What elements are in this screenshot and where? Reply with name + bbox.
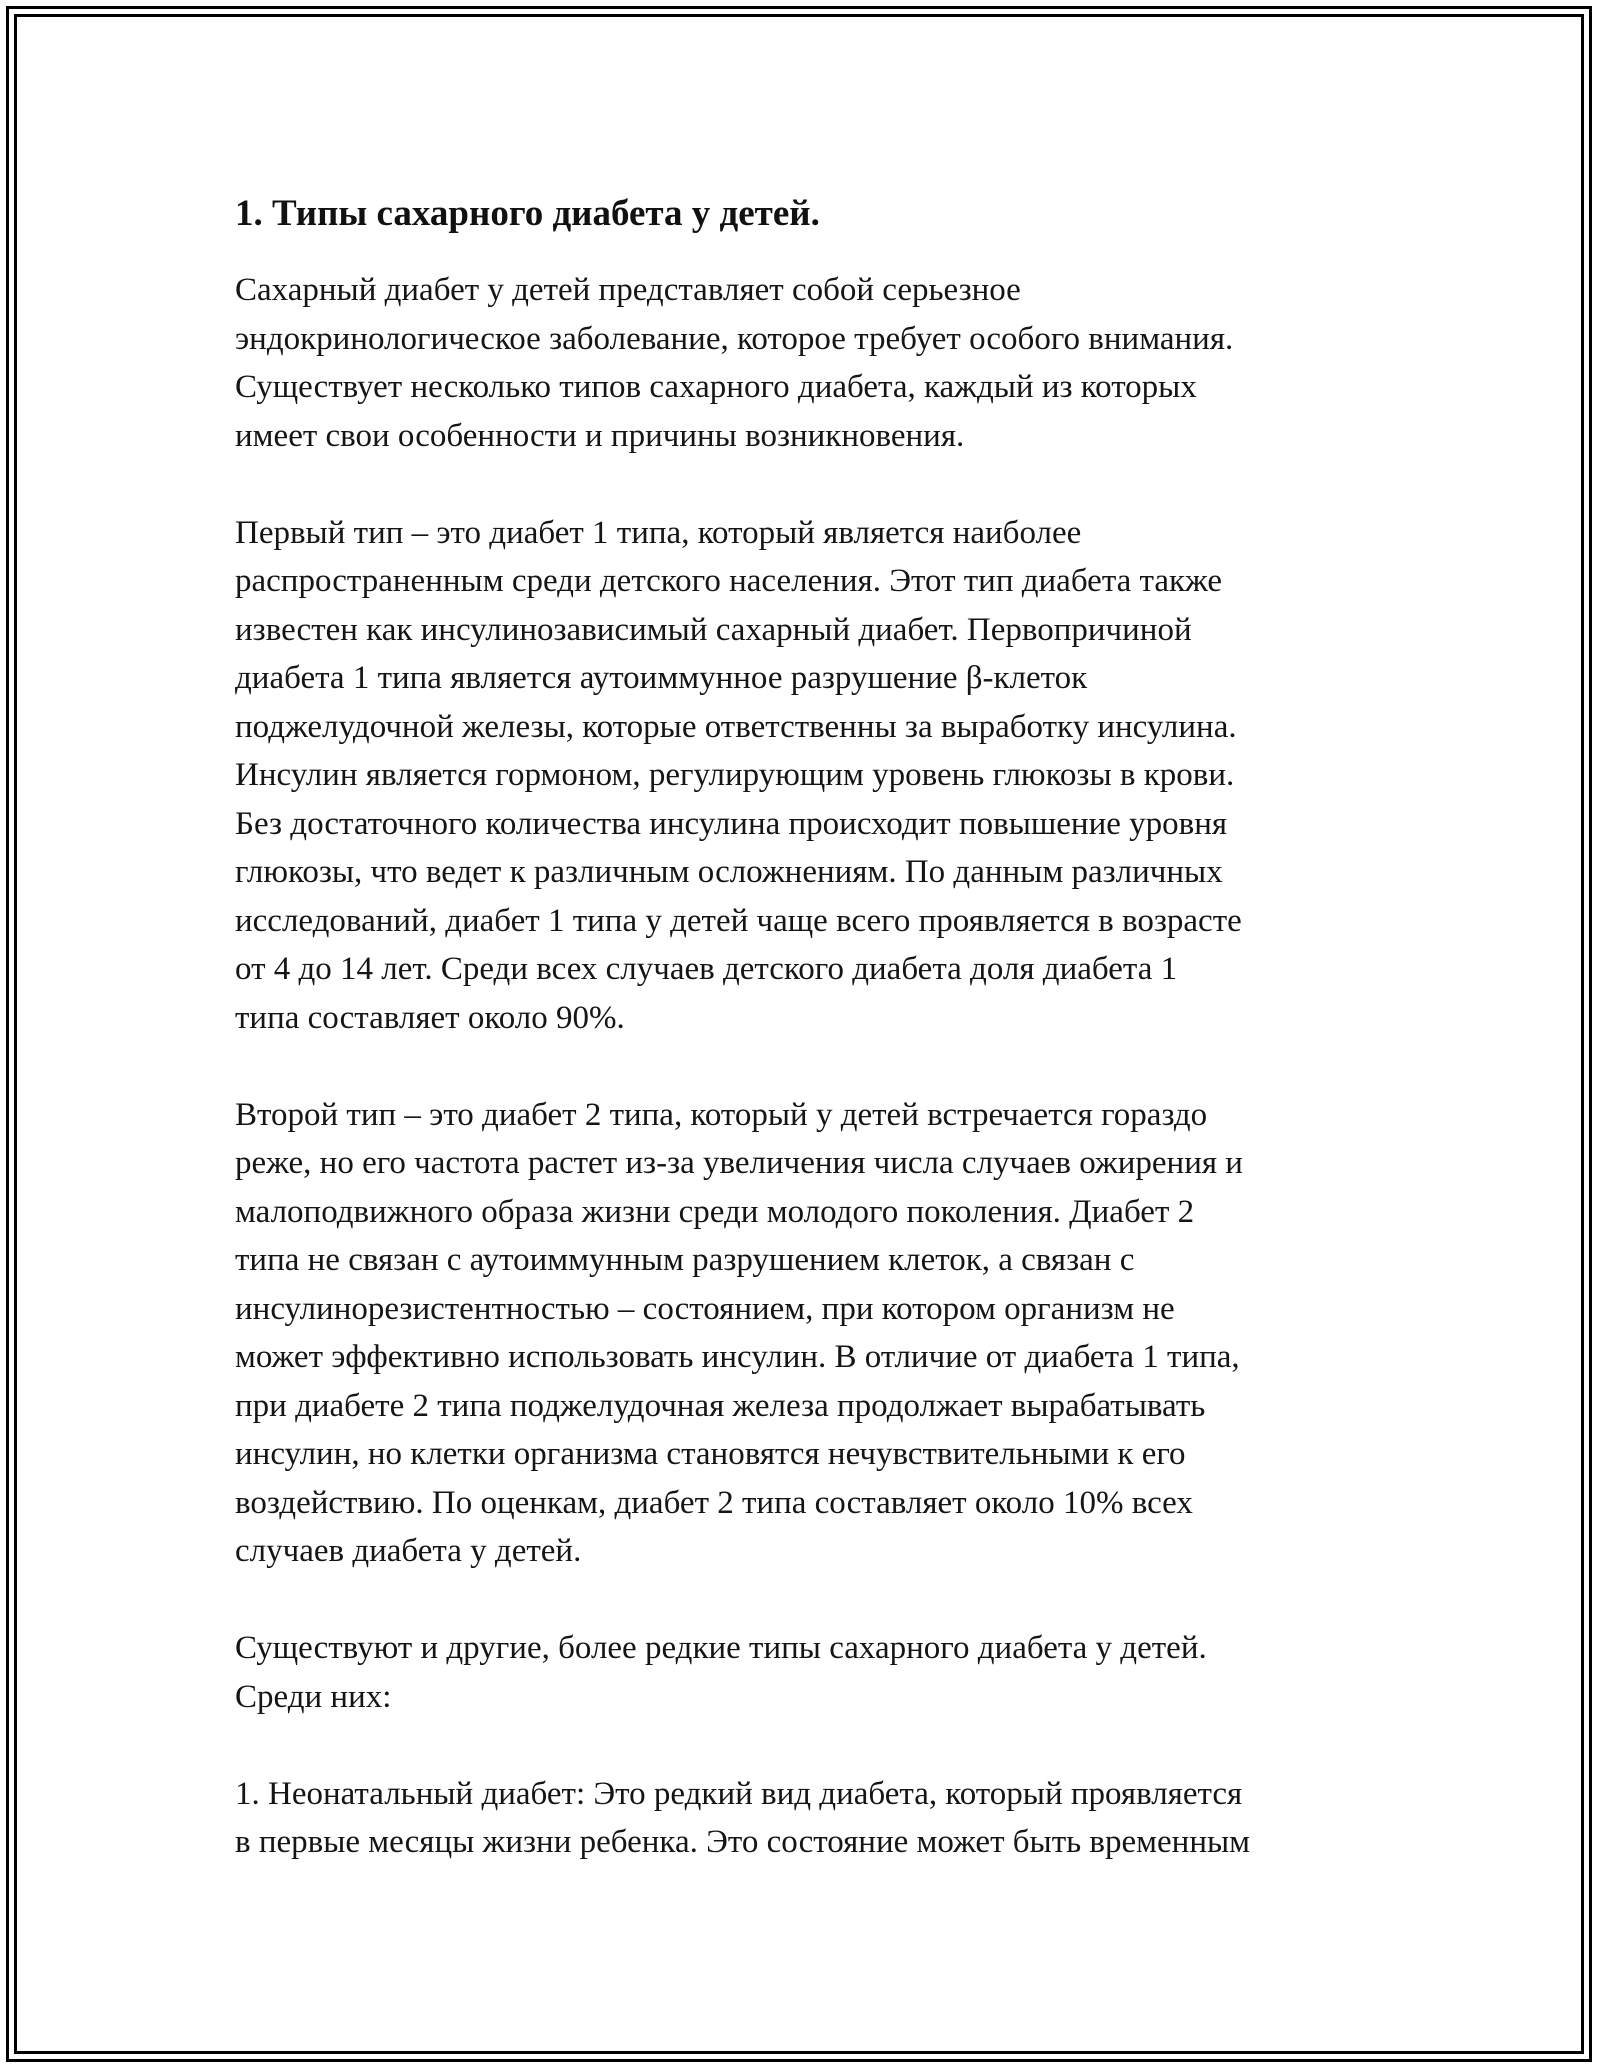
paragraph-type-1: Первый тип – это диабет 1 типа, который является наиболее распространенным среди детского населения. Этот тип диабета также известен как инсулинозависимый сахарный диабет. Первопричиной диабета 1 типа является аутоиммунное разрушение β-клеток поджелудочной железы, которые ответственны за выработку инсулина. Инсулин является гормоном, регулирующим уровень глюкозы в крови. Без достаточного количества инсулина происходит повышение уровня глюкозы, что ведет к различным осложнениям. По данным различных исследований, диабет 1 типа у детей чаще всего проявляется в возрасте от 4 до 14 лет. Среди всех случаев детского диабета доля диабета 1 типа составляет около 90%. bbox=[235, 514, 1242, 1036]
paragraph-intro: Сахарный диабет у детей представляет собой серьезное эндокринологическое заболевание, которое требует особого внимания. Существует несколько типов сахарного диабета, каждый из которых имеет свои особенности и причины возникновения. bbox=[235, 272, 1234, 454]
paragraph-other-types: Существуют и другие, более редкие типы сахарного диабета у детей. Среди них: bbox=[235, 1630, 1207, 1715]
list-item-neonatal: 1. Неонатальный диабет: Это редкий вид диабета, который проявляется в первые месяцы жизни ребенка. Это состояние может быть временным bbox=[235, 1775, 1251, 1860]
paragraph-type-2: Второй тип – это диабет 2 типа, который у детей встречается гораздо реже, но его частота растет из-за увеличения числа случаев ожирения и малоподвижного образа жизни среди молодого поколения. Диабет 2 типа не связан с аутоиммунным разрушением клеток, а связан с инсулинорезистентностью – состоянием, при котором организм не может эффективно использовать инсулин. В отличие от диабета 1 типа, при диабете 2 типа поджелудочная железа продолжает вырабатывать инсулин, но клетки организма становятся нечувствительными к его воздействию. По оценкам, диабет 2 типа составляет около 10% всех случаев диабета у детей. bbox=[235, 1096, 1243, 1569]
document-body bbox=[235, 185, 1375, 1867]
section-heading: 1. Типы сахарного диабета у детей. bbox=[235, 193, 820, 234]
